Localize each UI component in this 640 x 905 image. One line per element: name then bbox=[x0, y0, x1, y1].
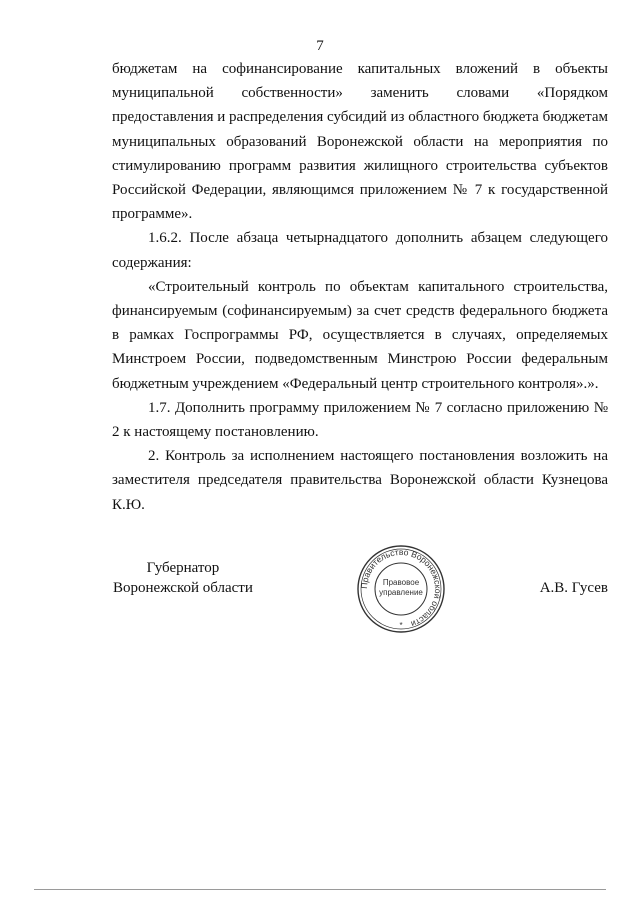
paragraph-5: 2. Контроль за исполнением настоящего постановления возложить на заместителя председателя правительства Воронежской области Кузнецова К.Ю. bbox=[112, 448, 608, 513]
seal-inner-line-2: управление bbox=[379, 588, 423, 597]
official-seal bbox=[355, 543, 447, 635]
seal-inner-line-1: Правовое bbox=[382, 578, 420, 587]
page-number: 7 bbox=[316, 38, 324, 54]
seal-outer-text-path: Правительство Воронежской области bbox=[358, 546, 444, 630]
seal-star: * bbox=[399, 621, 403, 630]
paragraph-2: 1.6.2. После абзаца четырнадцатого дополнить абзацем следующего содержания: bbox=[112, 230, 608, 271]
signatory-name: А.В. Гусев bbox=[539, 580, 608, 596]
paragraph-4: 1.7. Дополнить программу приложением № 7 согласно приложению № 2 к настоящему постановлению. bbox=[112, 399, 608, 441]
signatory-title-line-2: Воронежской области bbox=[113, 580, 253, 596]
seal-graphic bbox=[355, 543, 447, 635]
signatory-title-line-1: Губернатор bbox=[146, 560, 220, 576]
footer-divider bbox=[34, 889, 606, 890]
signatory-title bbox=[113, 558, 253, 598]
paragraph-1: бюджетам на софинансирование капитальных вложений в объекты муниципальной собственности» заменить словами «Порядком предоставления и распределения субсидий из областного бюджета бюджетам муниципальных образований Воронежской области на мероприятия по стимулированию программ развития жилищного строительства субъектов Российской Федерации, являющимся приложением № 7 к государственной программе». bbox=[112, 61, 608, 223]
document-body bbox=[112, 57, 608, 517]
paragraph-3: «Строительный контроль по объектам капитального строительства, финансируемым (софинансируемым) за счет средств федерального бюджета в рамках Госпрограммы РФ, осуществляется в случаях, определяемых Минстроем России, подведомственным Минстрою России федеральным бюджетным учреждением «Федеральный центр строительного контроля».». bbox=[112, 278, 608, 392]
